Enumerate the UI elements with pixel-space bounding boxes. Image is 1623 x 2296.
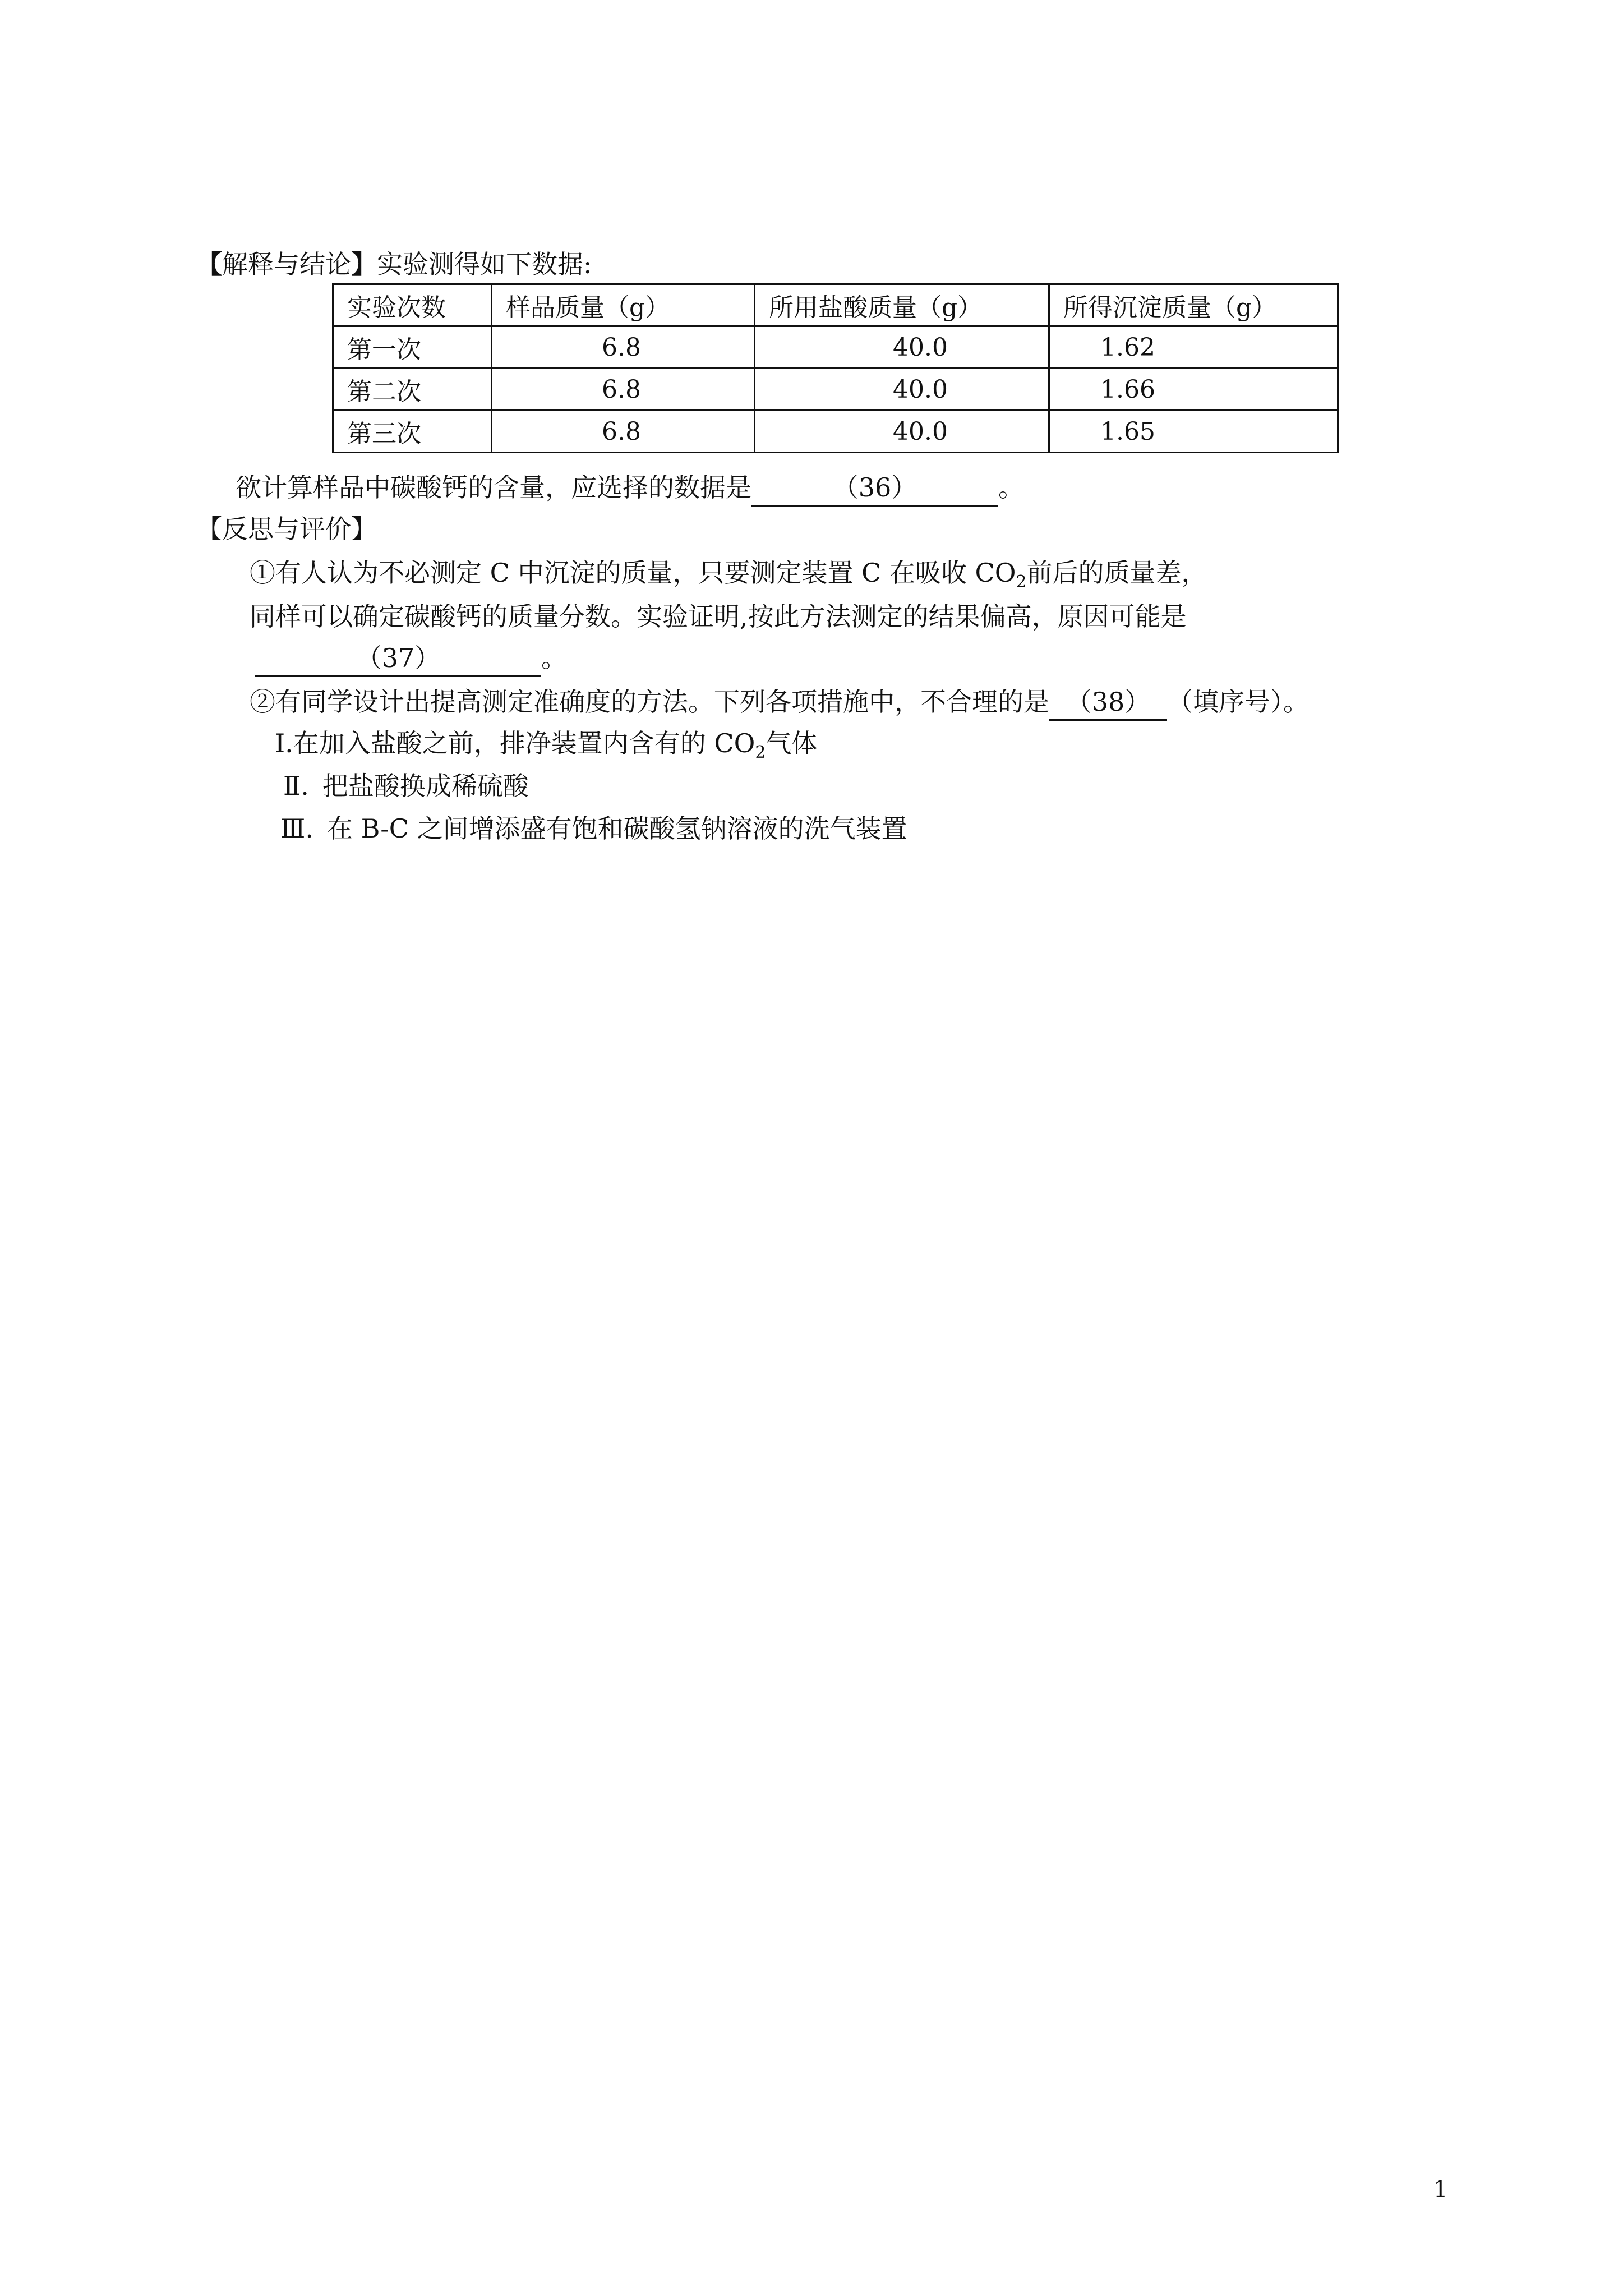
table-row [333, 326, 1338, 369]
subscript: 2 [1016, 572, 1027, 592]
item-2 [250, 684, 1309, 721]
option-label: Ⅰ. [275, 728, 293, 758]
section-intro-text: 实验测得如下数据: [377, 249, 592, 279]
question-36 [236, 470, 1024, 507]
table-cell: 6.8 [492, 369, 755, 411]
item-1-text-b: 前后的质量差， [1026, 558, 1207, 588]
answer-blank-37[interactable]: （37） [255, 641, 541, 677]
table-cell: 1.62 [1049, 326, 1338, 369]
table-cell: 6.8 [492, 326, 755, 369]
item-1-line-3 [255, 641, 567, 677]
section-heading-reflection: 【反思与评价】 [196, 514, 377, 544]
option-1 [275, 726, 817, 770]
item-1-line-1 [250, 555, 1207, 600]
table-row [333, 369, 1338, 411]
table-cell: 40.0 [755, 369, 1049, 411]
item-1-line-2: 同样可以确定碳酸钙的质量分数。实验证明,按此方法测定的结果偏高，原因可能是 [250, 601, 1187, 632]
option-2 [283, 769, 529, 803]
table-header-cell: 样品质量（g） [492, 284, 755, 326]
table-header-row [333, 284, 1338, 326]
bracket-close: 】 [351, 249, 377, 279]
option-text: 在加入盐酸之前，排净装置内含有的 CO [293, 728, 755, 758]
question-36-text: 欲计算样品中碳酸钙的含量，应选择的数据是 [236, 472, 751, 503]
item-2-text: ②有同学设计出提高测定准确度的方法。下列各项措施中，不合理的是 [250, 687, 1049, 717]
bracket-open: 【 [196, 249, 222, 279]
table-header-cell: 所得沉淀质量（g） [1049, 284, 1338, 326]
table-header-cell: 实验次数 [333, 284, 492, 326]
table-row [333, 411, 1338, 453]
table-cell: 第一次 [333, 326, 492, 369]
option-text-end: 气体 [766, 728, 818, 758]
table-cell: 1.66 [1049, 369, 1338, 411]
question-36-end: 。 [998, 472, 1024, 503]
item-1-text-a: ①有人认为不必测定 C 中沉淀的质量，只要测定装置 C 在吸收 CO [250, 558, 1016, 588]
answer-blank-38[interactable]: （38） [1049, 684, 1167, 721]
section-title: 解释与结论 [222, 249, 351, 279]
table-cell: 第二次 [333, 369, 492, 411]
table-cell: 40.0 [755, 326, 1049, 369]
answer-blank-36[interactable]: （36） [751, 470, 998, 507]
item-1-end: 。 [541, 643, 567, 673]
option-label: Ⅱ. [283, 771, 309, 801]
table-cell: 第三次 [333, 411, 492, 453]
table-cell: 6.8 [492, 411, 755, 453]
table-cell: 1.65 [1049, 411, 1338, 453]
option-label: Ⅲ. [280, 813, 313, 844]
table-header-cell: 所用盐酸质量（g） [755, 284, 1049, 326]
subscript: 2 [755, 743, 766, 763]
item-2-end: （填序号）。 [1167, 687, 1309, 717]
page-number: 1 [1433, 2177, 1448, 2202]
data-table [332, 283, 1339, 453]
section-heading-interpretation [196, 247, 592, 282]
option-3 [280, 811, 907, 846]
option-text: 在 B-C 之间增添盛有饱和碳酸氢钠溶液的洗气装置 [326, 813, 907, 844]
option-text: 把盐酸换成稀硫酸 [322, 771, 529, 801]
table-cell: 40.0 [755, 411, 1049, 453]
